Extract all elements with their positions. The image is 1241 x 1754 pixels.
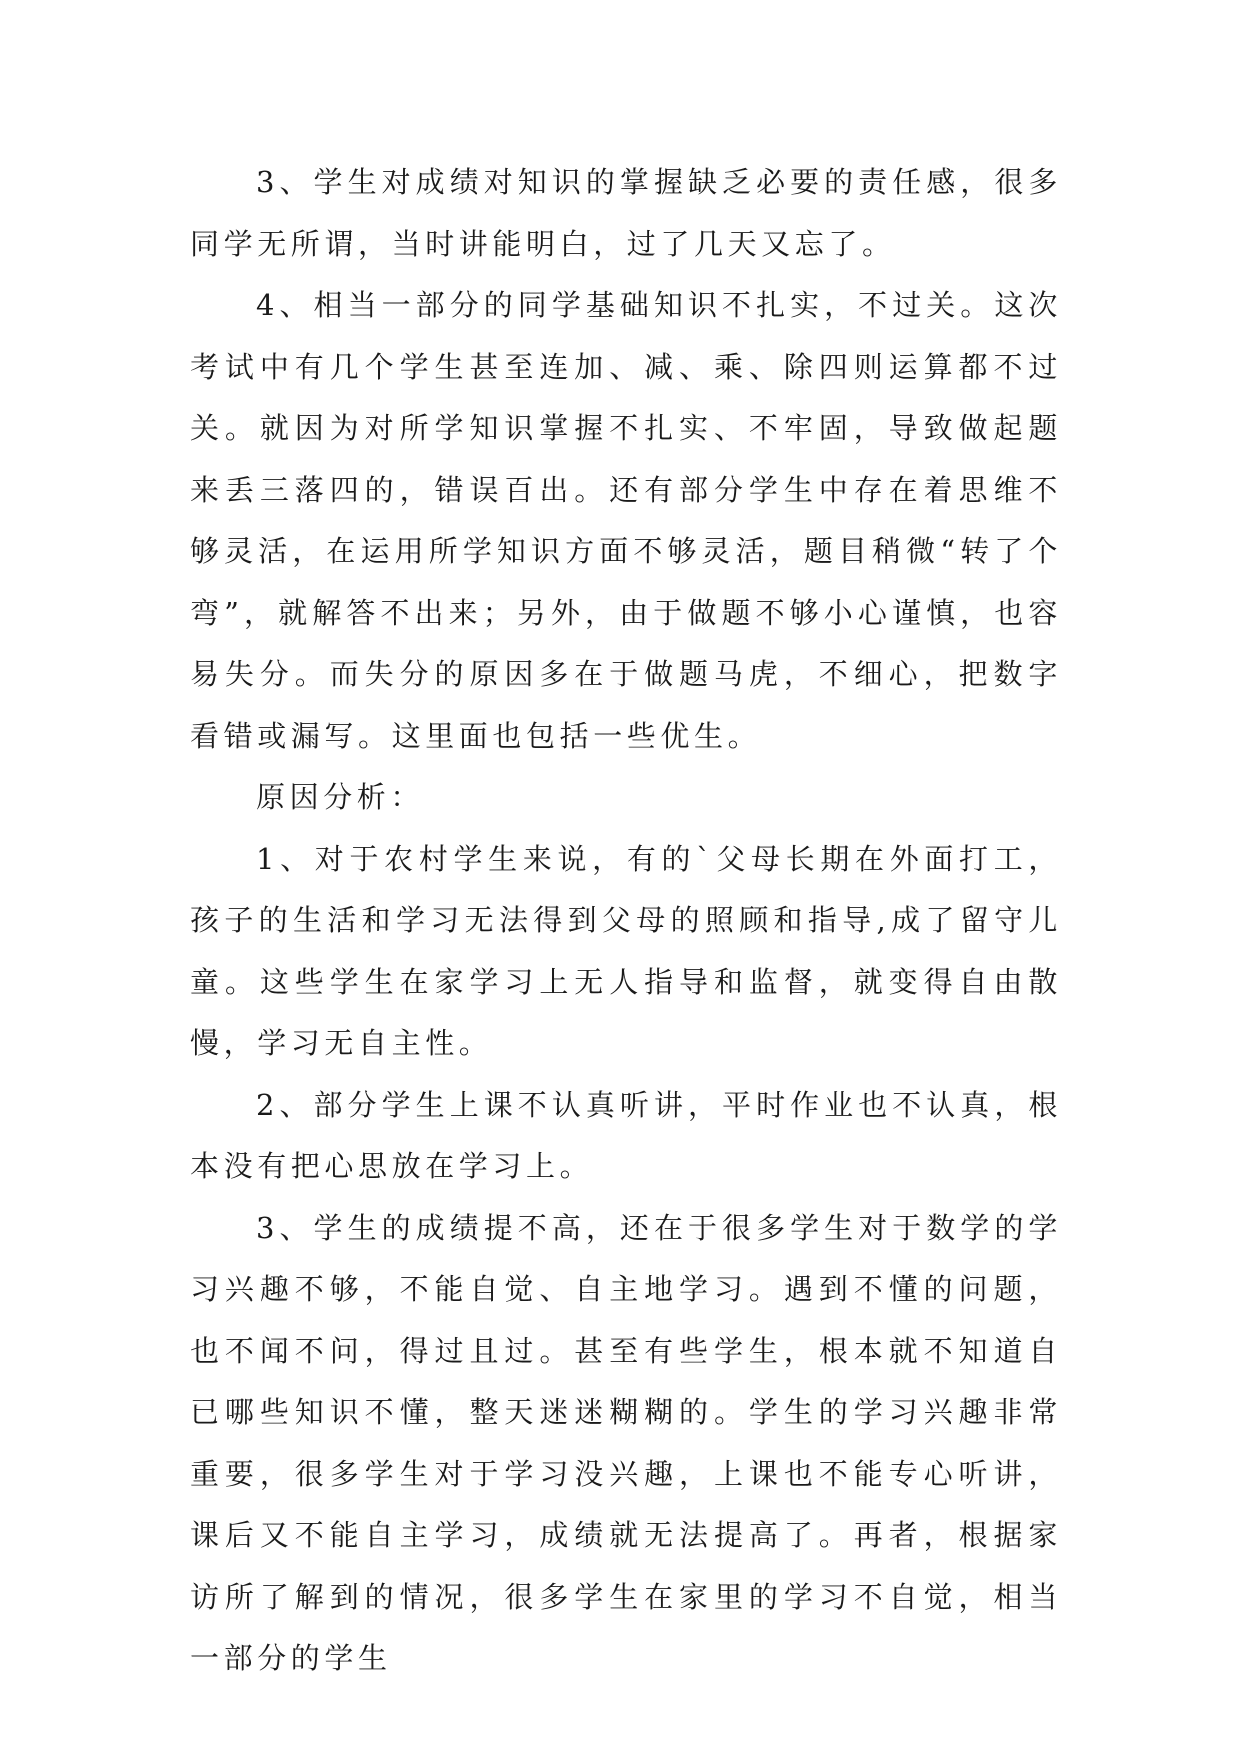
section-heading-cause-analysis: 原因分析： bbox=[256, 780, 425, 814]
paragraph-point-3-responsibility: 3、学生对成绩对知识的掌握缺乏必要的责任感，很多同学无所谓，当时讲能明白，过了几天又忘了。 bbox=[190, 165, 1062, 261]
paragraph-cause-1-left-behind: 1、对于农村学生来说，有的`父母长期在外面打工，孩子的生活和学习无法得到父母的照顾和指导,成了留守儿童。这些学生在家学习上无人指导和监督，就变得自由散慢，学习无自主性。 bbox=[190, 841, 1062, 1060]
paragraph-cause-2-attention: 2、部分学生上课不认真听讲，平时作业也不认真，根本没有把心思放在学习上。 bbox=[190, 1087, 1062, 1183]
paragraph-cause-3-interest: 3、学生的成绩提不高，还在于很多学生对于数学的学习兴趣不够，不能自觉、自主地学习。遇到不懂的问题，也不闻不问，得过且过。甚至有些学生，根本就不知道自已哪些知识不懂，整天迷迷糊糊的。学生的学习兴趣非常重要，很多学生对于学习没兴趣，上课也不能专心听讲，课后又不能自主学习，成绩就无法提高了。再者，根据家访所了解到的情况，很多学生在家里的学习不自觉，相当一部分的学生 bbox=[190, 1210, 1062, 1675]
document-page bbox=[190, 152, 1062, 1690]
paragraph-point-4-foundation: 4、相当一部分的同学基础知识不扎实，不过关。这次考试中有几个学生甚至连加、减、乘、除四则运算都不过关。就因为对所学知识掌握不扎实、不牢固，导致做起题来丢三落四的，错误百出。还有部分学生中存在着思维不够灵活，在运用所学知识方面不够灵活，题目稍微“转了个弯”，就解答不出来；另外，由于做题不够小心谨慎，也容易失分。而失分的原因多在于做题马虎，不细心，把数字看错或漏写。这里面也包括一些优生。 bbox=[190, 288, 1062, 753]
